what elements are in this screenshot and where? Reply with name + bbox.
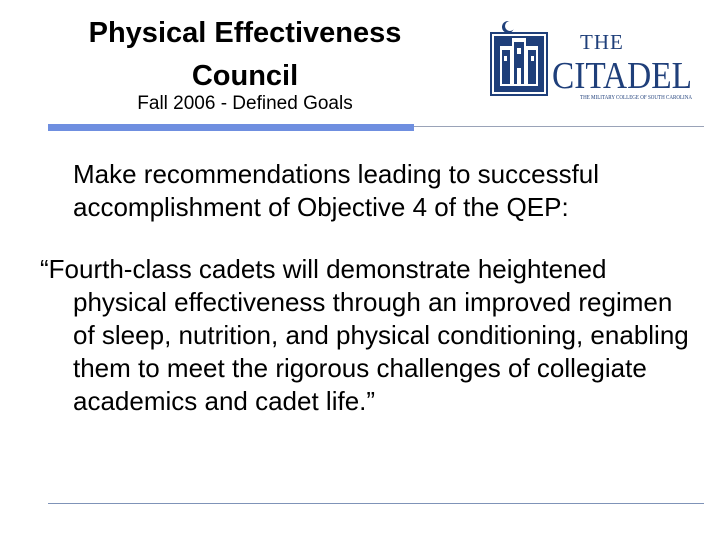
footer-rule (48, 503, 704, 504)
citadel-logo (488, 18, 694, 102)
title-line-1: Physical Effectiveness (88, 17, 402, 49)
logo-citadel-text: CITADEL (552, 55, 692, 97)
logo-tagline: THE MILITARY COLLEGE OF SOUTH CAROLINA (580, 94, 693, 101)
castle-icon (490, 21, 548, 96)
slide-title (40, 12, 450, 98)
header-rule (414, 126, 704, 127)
paragraph-quote: “Fourth-class cadets will demonstrate heightened physical effectiveness through an improved regimen of sleep, nutrition, and physical conditioning, enabling them to meet the rigorous challenges of collegiate academics and cadet life.” (40, 254, 689, 416)
logo-the-text: THE (580, 30, 624, 54)
accent-bar (48, 124, 414, 131)
slide-subtitle: Fall 2006 - Defined Goals (137, 93, 353, 114)
paragraph-objective: Make recommendations leading to successful accomplishment of Objective 4 of the QEP: (73, 159, 600, 222)
title-line-2: Council (191, 60, 299, 92)
